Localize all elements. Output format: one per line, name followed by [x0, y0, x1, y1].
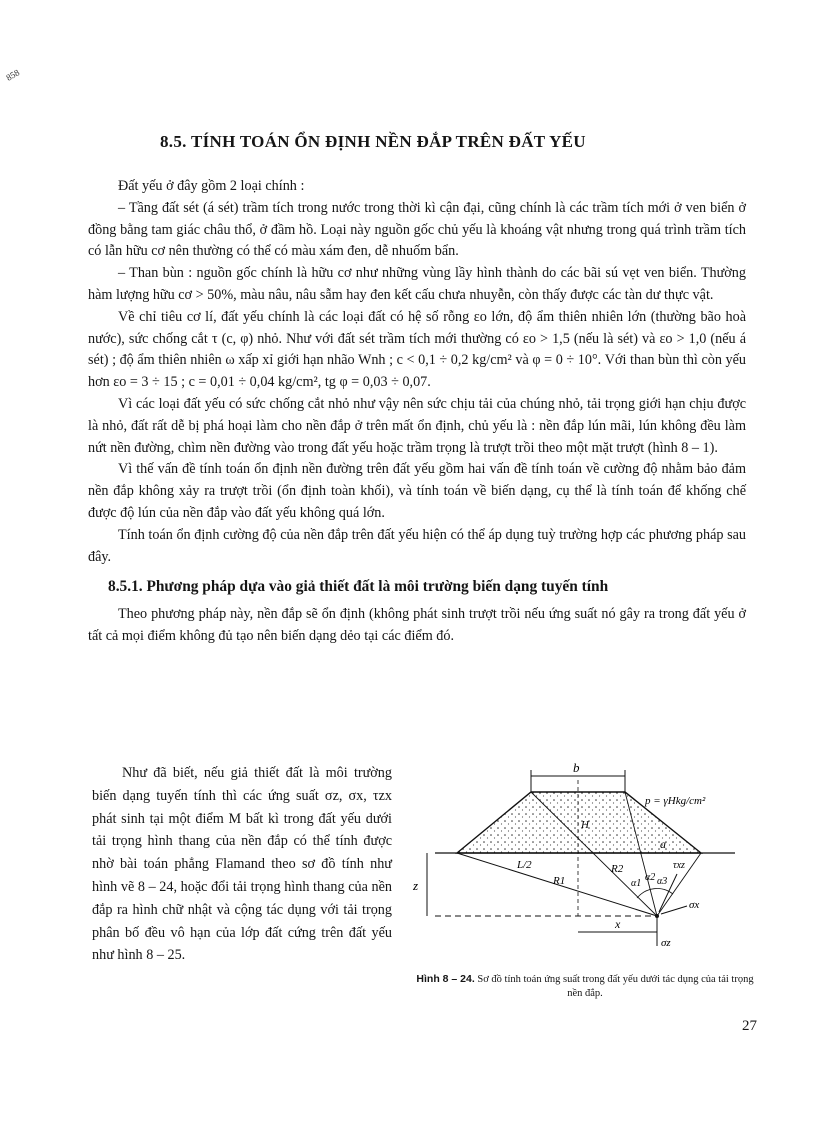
label-tau-xz: τxz — [673, 860, 685, 871]
label-alpha2: α2 — [645, 872, 656, 883]
paragraph: Đất yếu ở đây gồm 2 loại chính : — [118, 178, 305, 194]
caption-text: Sơ đồ tính toán ứng suất trong đất yếu dưới tác dụng của tải trọng nền đắp. — [477, 974, 754, 999]
point-m — [655, 914, 659, 918]
label-R1: R1 — [553, 875, 566, 887]
paragraph: Vì thế vấn đề tính toán ổn định nền đường trên đất yếu gồm hai vấn đề tính toán về cường độ nhằm bảo đảm nền đắp không xảy ra trượt trồi (ổn định toàn khối), và tính toán về biến dạng, cụ thể là tính toán để khống chế được độ lún của nền đắp vào đất yếu không quá lớn. — [88, 461, 746, 521]
paragraph: Như đã biết, nếu giả thiết đất là môi trường biến dạng tuyến tính thì các ứng suất σz, σx, τzx phát sinh tại một điểm M bất kì trong đất yếu dưới tải trọng hình thang của nền đắp có thể tính được nhờ bài toán phẳng Flamand theo sơ đồ tính như hình vẽ 8 – 24, hoặc đổi tải trọng hình thang của nền đắp ra hình chữ nhật và cộng tác dụng với tải trọng phân bố đều vô hạn của lớp đất cứng trên đất yếu như hình 8 – 25. — [92, 765, 392, 964]
paragraph: Về chỉ tiêu cơ lí, đất yếu chính là các loại đất có hệ số rỗng εo lớn, độ ẩm thiên nhiên lớn (thường bão hoà nước), sức chống cắt τ (c, φ) nhỏ. Như với đất sét trầm tích mới thường có εo > 1,5 (nếu là sét) và εo > 1,0 (nếu á sét) ; độ ẩm thiên nhiên ω xấp xỉ giới hạn nhão Wnh ; c < 0,1 ÷ 0,2 kg/cm² và φ = 0 ÷ 10°. Với than bùn thì còn yếu hơn εo = 3 ÷ 15 ; c = 0,01 ÷ 0,04 kg/cm², tg φ = 0,03 ÷ 0,07. — [88, 308, 746, 391]
paragraph: Tính toán ổn định cường độ của nền đắp trên đất yếu hiện có thể áp dụng tuỳ trường hợp các phương pháp sau đây. — [88, 526, 746, 565]
margin-mark: 858 — [4, 67, 22, 83]
figure-8-24 — [405, 756, 761, 976]
paragraph: Theo phương pháp này, nền đắp sẽ ổn định (không phát sinh trượt trồi nếu ứng suất nó gây ra trong đất yếu ở tất cả mọi điểm không đủ tạo nên biến dạng dẻo tại các điểm đó. — [88, 606, 746, 644]
label-alpha3: α3 — [657, 876, 668, 887]
label-H: H — [581, 819, 589, 831]
label-b: b — [573, 760, 580, 775]
label-L2: L/2 — [517, 859, 532, 871]
flamand-paragraph-column — [92, 762, 392, 967]
label-sigma-z: σz — [661, 937, 671, 949]
label-a: a — [660, 837, 666, 851]
label-z: z — [413, 878, 419, 893]
figure-caption — [410, 972, 760, 1001]
sigma-x-arrow — [661, 906, 687, 914]
label-alpha1: α1 — [631, 878, 642, 889]
label-sigma-x: σx — [689, 899, 700, 911]
paragraph: Vì các loại đất yếu có sức chống cắt nhỏ như vậy nên sức chịu tải của chúng nhỏ, tải trọng giới hạn chịu được là nhỏ, đất rất dễ bị phá hoại làm cho nền đắp ở trên mất ổn định, chủ yếu là : nền đắp lún mãi, lún không đều làm nứt nền đường, chìm nền đường vào trong đất yếu hoặc trầm trọng là trượt trồi theo một mặt trượt (hình 8 – 1). — [88, 395, 746, 456]
body-text — [88, 176, 746, 648]
label-x: x — [615, 917, 621, 931]
paragraph: – Than bùn : nguồn gốc chính là hữu cơ như những vùng lầy hình thành do các bãi sú vẹt ven biển. Thường hàm lượng hữu cơ > 50%, màu nâu, nâu sẫm hay đen kết cấu chưa nhuyễn, còn thấy được các tàn dư thực vật. — [88, 265, 746, 303]
label-p: p = γHkg/cm² — [645, 795, 706, 807]
label-R2: R2 — [611, 863, 624, 875]
page-number: 27 — [742, 1018, 757, 1034]
section-title: 8.5. TÍNH TOÁN ỔN ĐỊNH NỀN ĐẮP TRÊN ĐẤT YẾU — [160, 132, 586, 151]
subsection-title: 8.5.1. Phương pháp dựa vào giả thiết đất là môi trường biến dạng tuyến tính — [108, 578, 609, 596]
caption-label: Hình 8 – 24. — [416, 973, 475, 985]
paragraph: – Tầng đất sét (á sét) trầm tích trong nước trong thời kì cận đại, cũng chính là các trầm tích mới ở ven biển ở đồng bằng tam giác châu thổ, ở đầm hồ. Loại này nguồn gốc chủ yếu là khoáng vật nhưng trong quá trình trầm tích có lẫn hữu cơ nên thường có thể có màu xám đen, dễ nhuốm bẩn. — [88, 199, 746, 260]
